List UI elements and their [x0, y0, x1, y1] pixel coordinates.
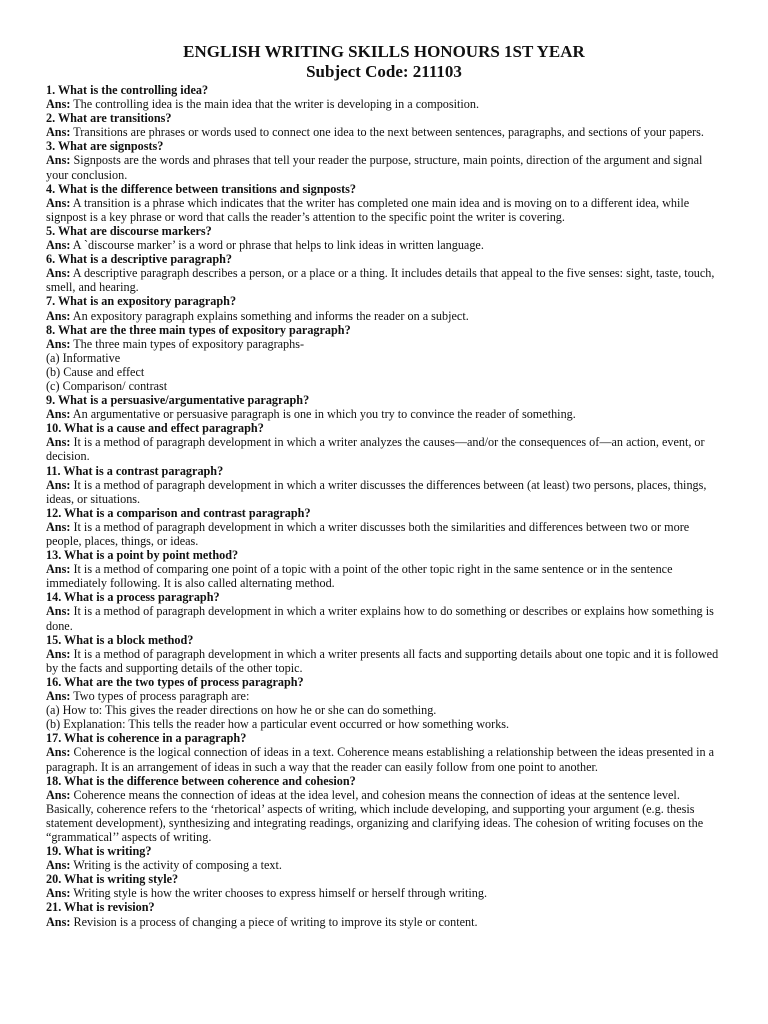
qa-item: [46, 633, 722, 675]
answer: [46, 196, 722, 224]
question: 16. What are the two types of process paragraph?: [46, 674, 304, 689]
qa-item: [46, 872, 722, 900]
answer-label: Ans:: [46, 604, 71, 619]
answer-text: The controlling idea is the main idea that the writer is developing in a composition.: [73, 97, 480, 112]
answer: [46, 745, 722, 773]
answer: [46, 337, 722, 351]
qa-item: [46, 323, 722, 393]
answer: [46, 562, 722, 590]
answer-text: It is a method of paragraph development in which a writer analyzes the causes—and/or the consequences of—an action, event, or decision.: [46, 435, 705, 464]
question: 1. What is the controlling idea?: [46, 83, 209, 97]
qa-item: [46, 252, 722, 294]
question: 9. What is a persuasive/argumentative paragraph?: [46, 393, 310, 408]
qa-item: [46, 182, 722, 224]
answer: [46, 886, 722, 900]
answer-text: An expository paragraph explains something and informs the reader on a subject.: [72, 308, 469, 323]
document-title: ENGLISH WRITING SKILLS HONOURS 1ST YEAR: [183, 42, 585, 61]
answer-text: Two types of process paragraph are:: [73, 689, 250, 704]
answer-text: A descriptive paragraph describes a person, or a place or a thing. It includes details that appeal to the five senses: sight, taste, touch, smell, and hearing.: [46, 266, 715, 295]
answer-label: Ans:: [46, 562, 71, 577]
answer-text: The three main types of expository paragraphs-: [73, 336, 305, 351]
question: 7. What is an expository paragraph?: [46, 294, 237, 309]
question: 15. What is a block method?: [46, 632, 194, 647]
answer-text: Revision is a process of changing a piece of writing to improve its style or content.: [73, 914, 478, 929]
answer-text: Writing style is how the writer chooses to express himself or herself through writing.: [73, 886, 488, 901]
qa-item: [46, 393, 722, 421]
qa-item: [46, 590, 722, 632]
qa-item: [46, 731, 722, 773]
answer-label: Ans:: [46, 745, 71, 760]
answer: [46, 520, 722, 548]
answer-sub-item: (a) How to: This gives the reader directions on how he or she can do something.: [46, 703, 437, 718]
answer-label: Ans:: [46, 886, 71, 901]
question: 4. What is the difference between transitions and signposts?: [46, 181, 357, 196]
qa-item: [46, 111, 722, 139]
answer: [46, 266, 722, 294]
answer-text: Coherence means the connection of ideas at the idea level, and cohesion means the connection of ideas at the sentence level. Basically, coherence refers to the ‘rhetorical’ aspects of writing, which include developing, and supporting your argument (e.g. thesis statement development), synthesizing and integrating readings, organizing and clarifying ideas. The cohesion of writing focuses on the “grammatical’’ aspects of writing.: [46, 787, 704, 844]
answer-text: An argumentative or persuasive paragraph is one in which you try to convince the reader of something.: [72, 407, 576, 422]
answer-text: A `discourse marker’ is a word or phrase that helps to link ideas in written language.: [72, 238, 484, 253]
answer: [46, 309, 722, 323]
question: 20. What is writing style?: [46, 872, 179, 887]
answer: [46, 407, 722, 421]
question: 3. What are signposts?: [46, 139, 164, 154]
answer-label: Ans:: [46, 153, 71, 168]
answer: [46, 647, 722, 675]
answer-label: Ans:: [46, 195, 71, 210]
answer-label: Ans:: [46, 519, 71, 534]
qa-item: [46, 83, 722, 111]
question: 6. What is a descriptive paragraph?: [46, 252, 232, 267]
answer-label: Ans:: [46, 336, 71, 351]
answer-text: Writing is the activity of composing a text.: [73, 858, 282, 873]
answer-label: Ans:: [46, 477, 71, 492]
question: 13. What is a point by point method?: [46, 548, 239, 563]
answer: [46, 125, 722, 139]
question: 8. What are the three main types of expository paragraph?: [46, 322, 351, 337]
qa-item: [46, 900, 722, 928]
question: 17. What is coherence in a paragraph?: [46, 731, 247, 746]
qa-item: [46, 844, 722, 872]
qa-list: [46, 83, 722, 929]
answer-label: Ans:: [46, 308, 71, 323]
answer-label: Ans:: [46, 914, 71, 929]
answer-sub-item: (a) Informative: [46, 350, 121, 365]
answer-label: Ans:: [46, 858, 71, 873]
question: 18. What is the difference between coherence and cohesion?: [46, 773, 356, 788]
answer: [46, 915, 722, 929]
answer-label: Ans:: [46, 787, 71, 802]
answer-label: Ans:: [46, 97, 71, 112]
qa-item: [46, 506, 722, 548]
qa-item: [46, 774, 722, 844]
answer-text: A transition is a phrase which indicates that the writer has completed one main idea and is moving on to a different idea, while signpost is a key phrase or word that calls the reader’s attention to the specific point the writer is covering.: [46, 195, 690, 224]
answer-label: Ans:: [46, 435, 71, 450]
answer: [46, 604, 722, 632]
question: 5. What are discourse markers?: [46, 223, 212, 238]
question: 12. What is a comparison and contrast paragraph?: [46, 505, 311, 520]
answer-text: It is a method of paragraph development in which a writer presents all facts and supporting details about one topic and it is followed by the facts and supporting details of the other topic.: [46, 646, 719, 675]
answer-sub-item: (c) Comparison/ contrast: [46, 378, 168, 393]
answer-text: It is a method of paragraph development in which a writer discusses both the similarities and differences between two or more people, places, things, or ideas.: [46, 519, 690, 548]
answer: [46, 153, 722, 181]
answer: [46, 478, 722, 506]
answer: [46, 858, 722, 872]
subject-code: Subject Code: 211103: [306, 62, 462, 81]
answer-label: Ans:: [46, 689, 71, 704]
question: 21. What is revision?: [46, 900, 155, 915]
qa-item: [46, 224, 722, 252]
answer-text: It is a method of paragraph development in which a writer discusses the differences between (at least) two persons, places, things, ideas, or situations.: [46, 477, 707, 506]
question: 14. What is a process paragraph?: [46, 590, 220, 605]
question: 10. What is a cause and effect paragraph?: [46, 421, 264, 436]
qa-item: [46, 294, 722, 322]
answer: [46, 788, 722, 844]
qa-item: [46, 421, 722, 463]
answer: [46, 97, 722, 111]
qa-item: [46, 139, 722, 181]
answer-label: Ans:: [46, 646, 71, 661]
qa-item: [46, 548, 722, 590]
qa-item: [46, 464, 722, 506]
answer-sub-item: (b) Cause and effect: [46, 364, 145, 379]
answer: [46, 435, 722, 463]
answer-text: It is a method of comparing one point of a topic with a point of the other topic right in the same sentence or in the sentence immediately following. It is also called alternating method.: [46, 562, 673, 591]
answer-label: Ans:: [46, 238, 71, 253]
answer-text: It is a method of paragraph development in which a writer explains how to do something or describes or explains how something is done.: [46, 604, 714, 633]
question: 19. What is writing?: [46, 844, 152, 859]
answer-text: Coherence is the logical connection of ideas in a text. Coherence means establishing a relationship between the ideas presented in a paragraph. It is an arrangement of ideas in such a way that the reader can easily follow from one point to another.: [46, 745, 715, 774]
answer-label: Ans:: [46, 407, 71, 422]
answer: [46, 238, 722, 252]
answer-label: Ans:: [46, 266, 71, 281]
question: 11. What is a contrast paragraph?: [46, 463, 224, 478]
answer-text: Signposts are the words and phrases that tell your reader the purpose, structure, main points, direction of the argument and signal your conclusion.: [46, 153, 703, 182]
answer: [46, 689, 722, 703]
question: 2. What are transitions?: [46, 111, 172, 126]
answer-sub-item: (b) Explanation: This tells the reader how a particular event occurred or how something works.: [46, 717, 510, 732]
answer-label: Ans:: [46, 125, 71, 140]
qa-item: [46, 675, 722, 731]
answer-text: Transitions are phrases or words used to connect one idea to the next between sentences, paragraphs, and sections of your papers.: [73, 125, 704, 140]
